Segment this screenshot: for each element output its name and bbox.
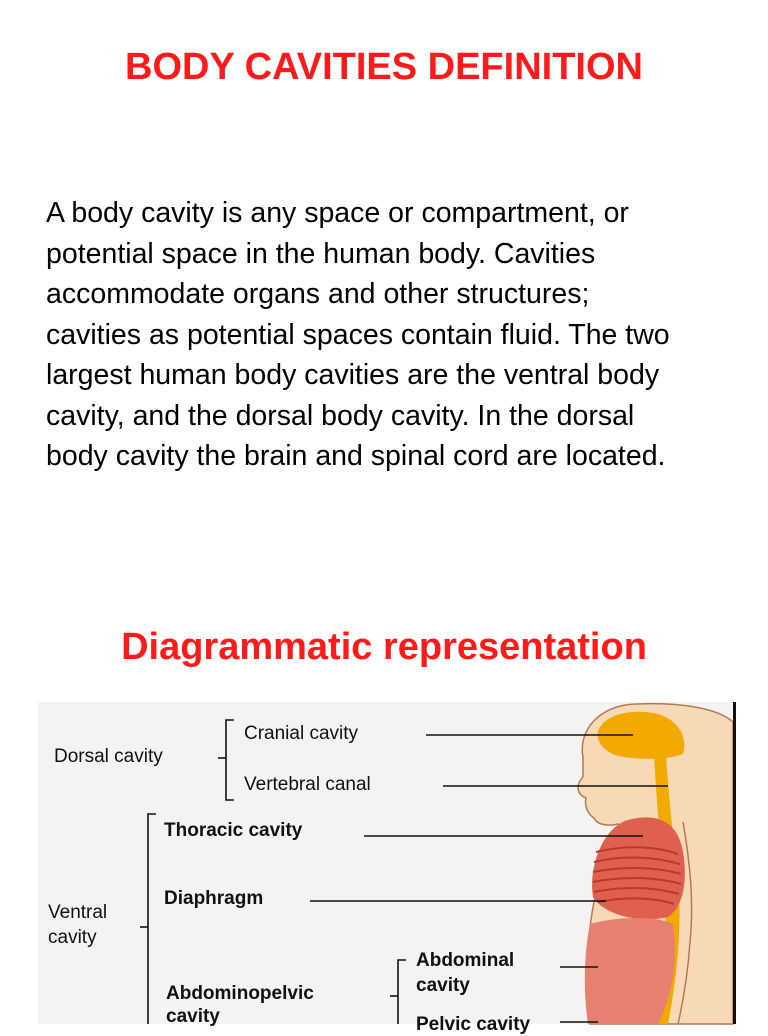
paragraph-line: potential space in the human body. Cavities <box>46 237 596 270</box>
label-ventral-line1: Ventral <box>48 902 108 923</box>
label-cranial-cavity: Cranial cavity <box>244 723 359 744</box>
paragraph-line: accommodate organs and other structures; <box>46 278 590 310</box>
label-diaphragm: Diaphragm <box>164 888 264 909</box>
brackets <box>140 720 406 1024</box>
label-pelvic-cavity: Pelvic cavity <box>416 1014 531 1035</box>
paragraph-line: A body cavity is any space or compartment, or <box>46 197 629 229</box>
diagram-border <box>733 702 736 1024</box>
label-ventral-line2: cavity <box>48 927 97 948</box>
paragraph-line: cavities as potential spaces contain fluid. The two <box>46 318 670 351</box>
label-abdominal-line2: cavity <box>416 975 470 996</box>
body-cavities-diagram <box>38 702 733 1035</box>
paragraph-line: body cavity the brain and spinal cord are located. <box>46 440 666 472</box>
paragraph-line: cavity, and the dorsal body cavity. In the dorsal <box>46 399 635 432</box>
label-thoracic-cavity: Thoracic cavity <box>164 820 303 841</box>
abdominal-cavity-shape <box>585 918 675 1024</box>
label-abdominopelvic-line2: cavity <box>166 1006 220 1027</box>
label-vertebral-canal: Vertebral canal <box>244 774 371 795</box>
label-abdominal-line1: Abdominal <box>416 950 515 971</box>
label-abdominopelvic-line1: Abdominopelvic <box>166 983 314 1004</box>
section-subtitle: Diagrammatic representation <box>121 626 647 668</box>
paragraph-line: largest human body cavities are the ventral body <box>46 359 660 391</box>
label-dorsal-cavity: Dorsal cavity <box>54 746 163 767</box>
page-title: BODY CAVITIES DEFINITION <box>125 46 643 88</box>
definition-paragraph <box>46 193 736 477</box>
